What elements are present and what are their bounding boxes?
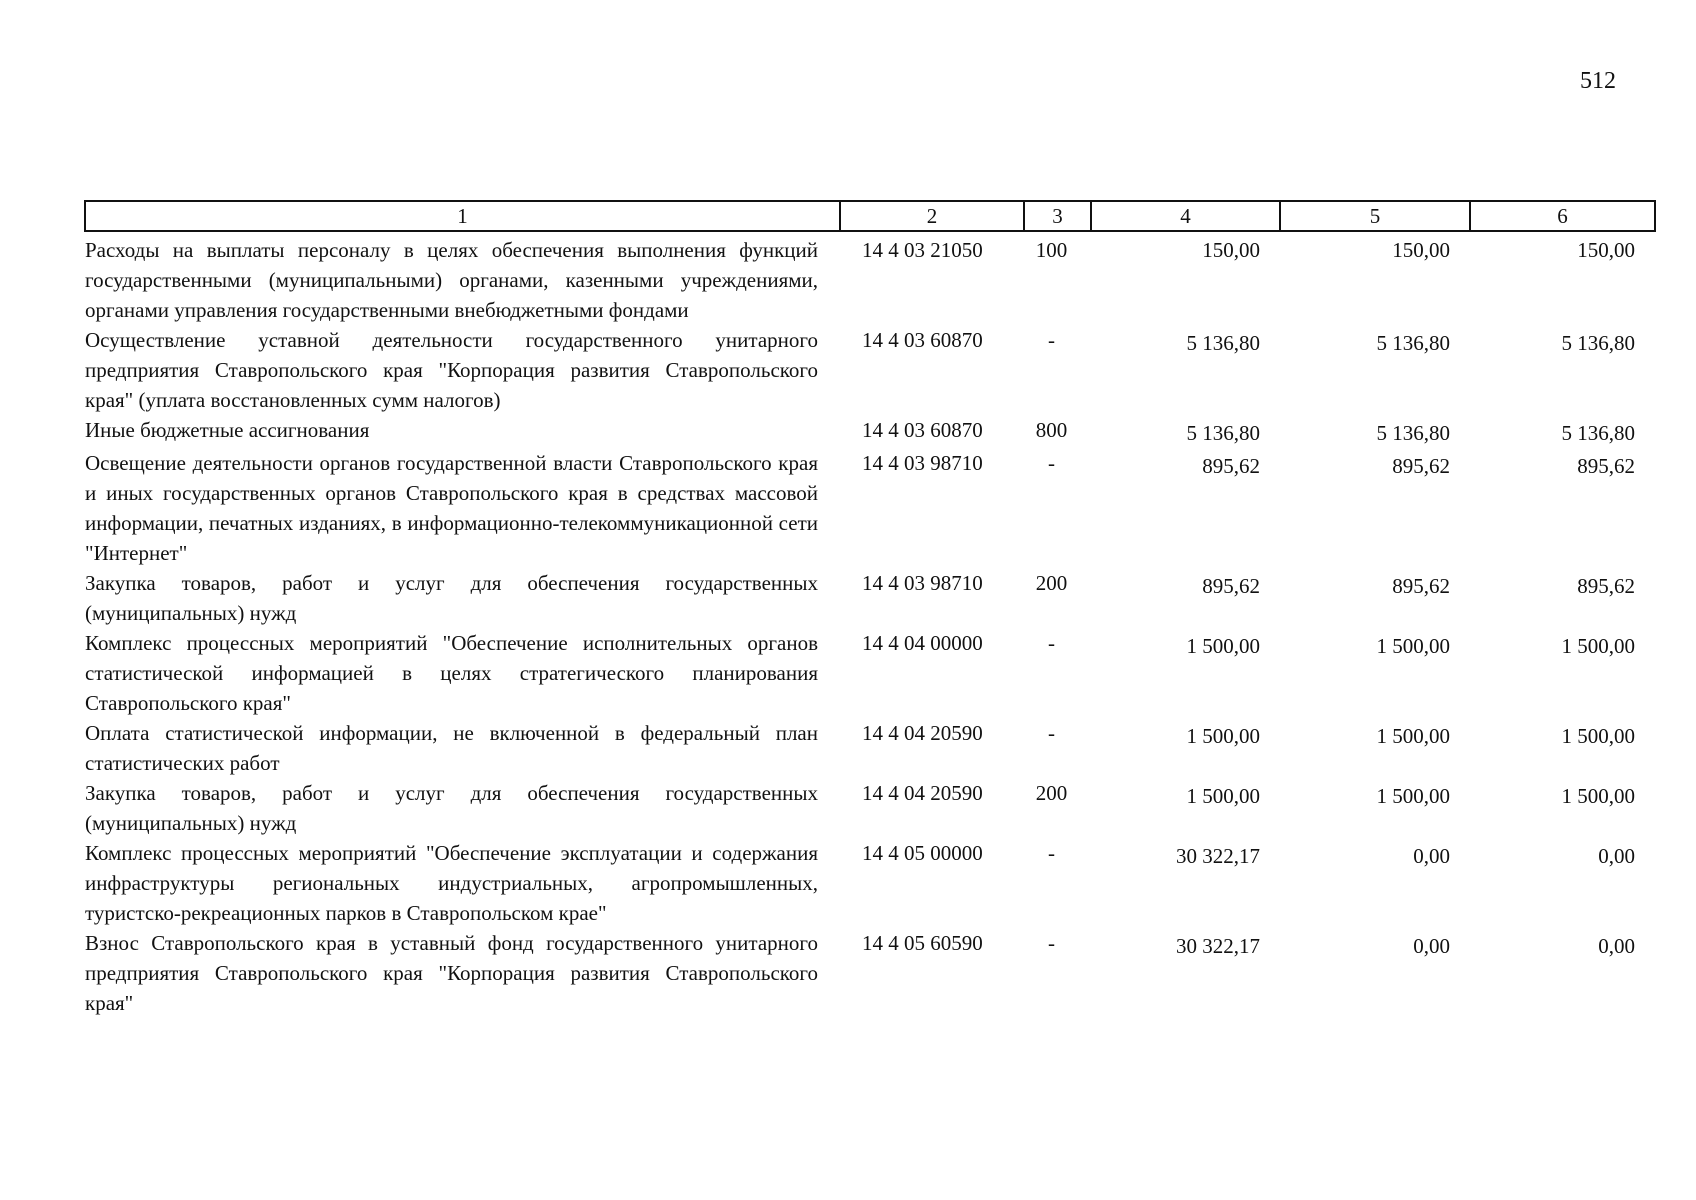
table-row (85, 628, 1655, 718)
row-name: Комплекс процессных мероприятий "Обеспечение эксплуатации и содержания инфраструктуры региональных индустриальных, агропромышленных, туристско-рекреационных парков в Ставропольском крае" (85, 841, 818, 925)
row-expense-type: - (1048, 631, 1055, 655)
row-expense-type: - (1048, 841, 1055, 865)
row-expense-type: - (1048, 931, 1055, 955)
row-amount-col5: 895,62 (1392, 574, 1450, 598)
row-amount-col6: 150,00 (1577, 238, 1635, 262)
row-amount-col6: 5 136,80 (1561, 331, 1635, 355)
row-amount-col6: 1 500,00 (1561, 634, 1635, 658)
table-row (85, 415, 1655, 448)
row-amount-col4: 1 500,00 (1186, 784, 1260, 808)
row-expense-type: 200 (1035, 571, 1068, 595)
row-name: Оплата статистической информации, не включенной в федеральный план статистических работ (85, 721, 818, 775)
row-amount-col4: 1 500,00 (1186, 634, 1260, 658)
row-expense-type: 200 (1035, 781, 1068, 805)
row-amount-col5: 1 500,00 (1376, 634, 1450, 658)
row-name: Иные бюджетные ассигнования (85, 418, 370, 442)
row-amount-col6: 5 136,80 (1561, 421, 1635, 445)
row-expense-type: - (1048, 721, 1055, 745)
column-header-3: 3 (1024, 201, 1091, 231)
row-code: 14 4 04 20590 (862, 721, 983, 745)
row-amount-col5: 1 500,00 (1376, 784, 1450, 808)
row-amount-col5: 1 500,00 (1376, 724, 1450, 748)
column-header-4: 4 (1091, 201, 1280, 231)
table-row (85, 325, 1655, 415)
row-code: 14 4 03 98710 (862, 571, 983, 595)
table-header-row (85, 201, 1655, 231)
table-body (85, 231, 1655, 1018)
row-amount-col5: 0,00 (1413, 844, 1450, 868)
row-code: 14 4 03 21050 (862, 238, 983, 262)
row-code: 14 4 04 20590 (862, 781, 983, 805)
row-amount-col4: 895,62 (1202, 454, 1260, 478)
row-code: 14 4 05 00000 (862, 841, 983, 865)
row-expense-type: 100 (1035, 238, 1068, 262)
table-row (85, 568, 1655, 628)
row-name: Осуществление уставной деятельности государственного унитарного предприятия Ставропольского края "Корпорация развития Ставропольского края" (уплата восстановленных сумм налогов) (85, 328, 818, 412)
row-amount-col6: 895,62 (1577, 574, 1635, 598)
row-code: 14 4 03 60870 (862, 418, 983, 442)
row-code: 14 4 05 60590 (862, 931, 983, 955)
row-code: 14 4 03 60870 (862, 328, 983, 352)
table-row (85, 718, 1655, 778)
row-amount-col6: 895,62 (1577, 454, 1635, 478)
row-code: 14 4 03 98710 (862, 451, 983, 475)
row-name: Комплекс процессных мероприятий "Обеспечение исполнительных органов статистической информацией в целях стратегического планирования Ставропольского края" (85, 631, 818, 715)
table-row (85, 838, 1655, 928)
row-name: Взнос Ставропольского края в уставный фонд государственного унитарного предприятия Ставропольского края "Корпорация развития Ставропольского края" (85, 931, 818, 1015)
row-name: Закупка товаров, работ и услуг для обеспечения государственных (муниципальных) нужд (85, 571, 818, 625)
row-amount-col5: 150,00 (1392, 238, 1450, 262)
row-amount-col5: 5 136,80 (1376, 331, 1450, 355)
row-amount-col6: 1 500,00 (1561, 724, 1635, 748)
column-header-1: 1 (85, 201, 840, 231)
row-code: 14 4 04 00000 (862, 631, 983, 655)
row-amount-col4: 895,62 (1202, 574, 1260, 598)
budget-table (84, 200, 1656, 1018)
row-amount-col5: 895,62 (1392, 454, 1450, 478)
column-header-5: 5 (1280, 201, 1470, 231)
row-amount-col4: 5 136,80 (1186, 421, 1260, 445)
row-expense-type: 800 (1035, 418, 1068, 442)
row-amount-col4: 1 500,00 (1186, 724, 1260, 748)
table-row (85, 778, 1655, 838)
row-amount-col5: 5 136,80 (1376, 421, 1450, 445)
row-amount-col6: 0,00 (1598, 844, 1635, 868)
row-amount-col4: 30 322,17 (1176, 844, 1260, 868)
row-amount-col6: 1 500,00 (1561, 784, 1635, 808)
row-amount-col4: 30 322,17 (1176, 934, 1260, 958)
row-amount-col4: 5 136,80 (1186, 331, 1260, 355)
table-row (85, 231, 1655, 325)
row-amount-col4: 150,00 (1202, 238, 1260, 262)
column-header-2: 2 (840, 201, 1024, 231)
row-name: Расходы на выплаты персоналу в целях обеспечения выполнения функций государственными (муниципальными) органами, казенными учреждениями, органами управления государственными внебюджетными фондами (85, 238, 818, 322)
table-row (85, 448, 1655, 568)
row-expense-type: - (1048, 451, 1055, 475)
page-number: 512 (1580, 68, 1616, 94)
row-expense-type: - (1048, 328, 1055, 352)
row-amount-col5: 0,00 (1413, 934, 1450, 958)
row-name: Освещение деятельности органов государственной власти Ставропольского края и иных государственных органов Ставропольского края в средствах массовой информации, печатных изданиях, в информационно-телекоммуникационной сети "Интернет" (85, 451, 818, 565)
column-header-6: 6 (1470, 201, 1655, 231)
row-amount-col6: 0,00 (1598, 934, 1635, 958)
table-row (85, 928, 1655, 1018)
row-name: Закупка товаров, работ и услуг для обеспечения государственных (муниципальных) нужд (85, 781, 818, 835)
